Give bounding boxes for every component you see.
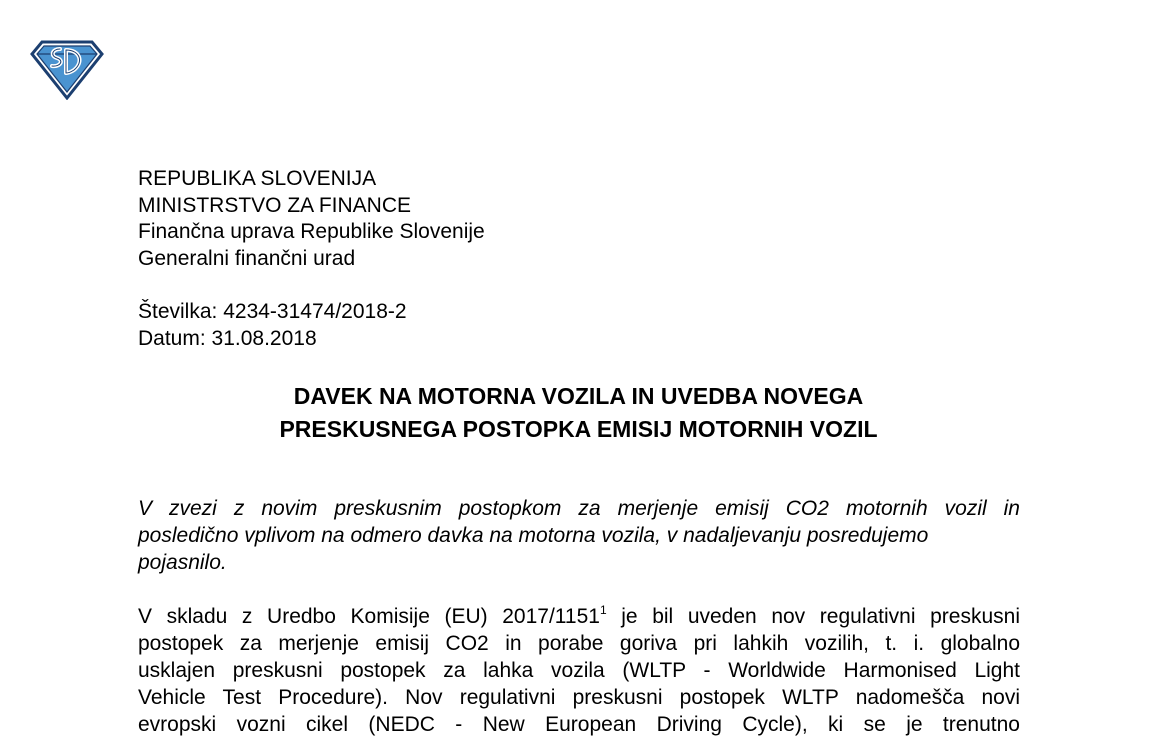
body-line-4: Vehicle Test Procedure). Nov regulativni preskusni postopek WLTP nadomešča novi bbox=[138, 686, 1020, 709]
sender-country: REPUBLIKA SLOVENIJA bbox=[138, 167, 377, 190]
document-number-label: Številka: bbox=[138, 300, 218, 323]
document-title bbox=[0, 380, 1157, 446]
sender-block bbox=[138, 166, 485, 273]
document-title-line-1: DAVEK NA MOTORNA VOZILA IN UVEDBA NOVEGA bbox=[293, 383, 864, 409]
document-date-label: Datum: bbox=[138, 326, 206, 350]
intro-line-2: posledično vplivom na odmero davka na motorna vozila, v nadaljevanju posredujemo bbox=[138, 524, 929, 547]
intro-line-1: V zvezi z novim preskusnim postopkom za merjenje emisij CO2 motornih vozil in bbox=[138, 497, 1020, 520]
body-paragraph bbox=[138, 603, 1020, 738]
body-line-1-rest: je bil uveden nov regulativni preskusni bbox=[606, 605, 1020, 628]
document-title-line-2: PRESKUSNEGA POSTOPKA EMISIJ MOTORNIH VOZIL bbox=[279, 416, 878, 442]
sender-administration: Finančna uprava Republike Slovenije bbox=[138, 220, 485, 244]
body-line-1 bbox=[138, 603, 1020, 630]
body-line-2: postopek za merjenje emisij CO2 in porabe goriva pri lahkih vozilih, t. i. globalno bbox=[138, 632, 1020, 655]
intro-line-3: pojasnilo. bbox=[138, 551, 227, 574]
document-date-value: 31.08.2018 bbox=[211, 326, 317, 350]
document-meta bbox=[138, 299, 407, 352]
sender-ministry: MINISTRSTVO ZA FINANCE bbox=[138, 193, 412, 217]
intro-paragraph bbox=[138, 495, 1020, 576]
document-number-value: 4234-31474/2018-2 bbox=[223, 300, 407, 323]
document-number bbox=[138, 299, 407, 326]
fursi-logo-icon bbox=[30, 40, 104, 100]
document-date bbox=[138, 326, 407, 353]
body-line-1-text: V skladu z Uredbo Komisije (EU) 2017/1151 bbox=[138, 605, 600, 628]
body-line-5: evropski vozni cikel (NEDC - New European Driving Cycle), ki se je trenutno bbox=[138, 713, 1020, 736]
sender-office: Generalni finančni urad bbox=[138, 247, 356, 271]
footnote-reference[interactable]: 1 bbox=[599, 603, 607, 617]
body-line-3: usklajen preskusni postopek za lahka vozila (WLTP - Worldwide Harmonised Light bbox=[138, 659, 1020, 682]
